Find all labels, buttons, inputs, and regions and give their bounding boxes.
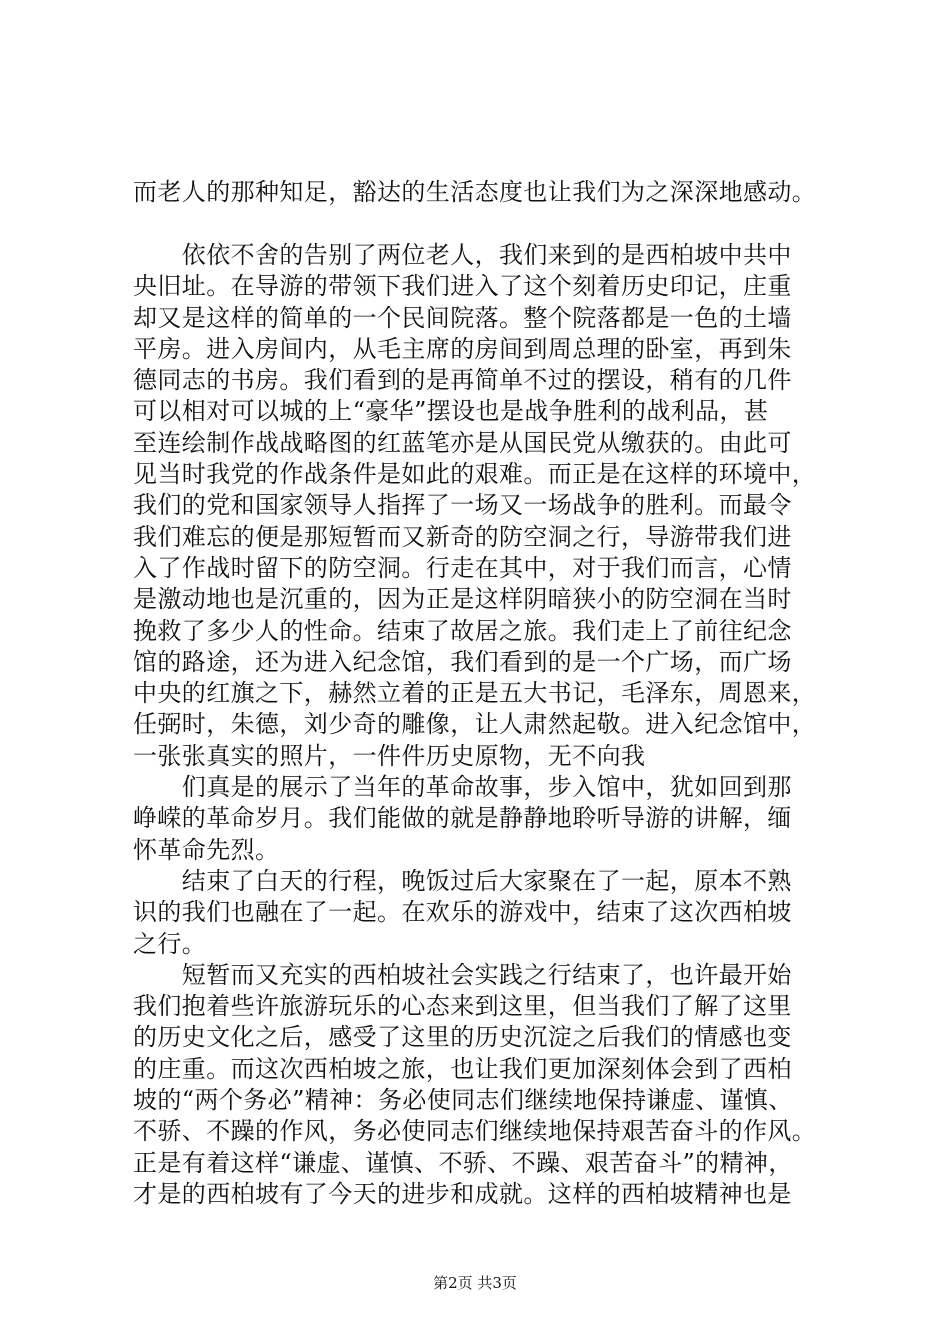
- text-line: 馆的路途，还为进入纪念馆，我们看到的是一个广场，而广场: [133, 647, 792, 676]
- text-line: 却又是这样的简单的一个民间院落。整个院落都是一色的土墙: [133, 303, 792, 332]
- text-line: 们真是的展示了当年的革命故事，步入馆中，犹如回到那: [133, 773, 792, 802]
- text-line: 的庄重。而这次西柏坡之旅，也让我们更加深刻体会到了西柏: [133, 1054, 792, 1083]
- text-line: 之行。: [133, 929, 207, 958]
- paragraph-main: [133, 240, 833, 1210]
- text-line: 怀革命先烈。: [133, 835, 280, 864]
- text-line: 我们难忘的便是那短暂而又新奇的防空洞之行，导游带我们进: [133, 522, 792, 551]
- text-line: 才是的西柏坡有了今天的进步和成就。这样的西柏坡精神也是: [133, 1179, 792, 1208]
- text-line: 结束了白天的行程，晚饭过后大家聚在了一起，原本不熟: [133, 866, 792, 895]
- text-line: 一张张真实的照片，一件件历史原物，无不向我: [133, 741, 646, 770]
- text-line: 依依不舍的告别了两位老人，我们来到的是西柏坡中共中: [133, 241, 792, 269]
- text-line: 短暂而又充实的西柏坡社会实践之行结束了，也许最开始: [133, 960, 792, 989]
- text-line: 可以相对可以城的上“豪华”摆设也是战争胜利的战利品，甚: [133, 397, 769, 426]
- text-line: 不骄、不躁的作风，务必使同志们继续地保持艰苦奋斗的作风。: [133, 1117, 817, 1146]
- text-line: 平房。进入房间内，从毛主席的房间到周总理的卧室，再到朱: [133, 334, 792, 363]
- text-line: 德同志的书房。我们看到的是再简单不过的摆设，稍有的几件: [133, 366, 792, 395]
- text-line: 坡的“两个务必”精神：务必使同志们继续地保持谦虚、谨慎、: [133, 1086, 793, 1115]
- text-line: 挽救了多少人的性命。结束了故居之旅。我们走上了前往纪念: [133, 616, 792, 645]
- page-footer: [0, 1273, 950, 1293]
- page-number-label: 第2页 共3页: [433, 1274, 517, 1292]
- text-line: 我们抱着些许旅游玩乐的心态来到这里，但当我们了解了这里: [133, 992, 792, 1021]
- text-line: 峥嵘的革命岁月。我们能做的就是静静地聆听导游的讲解，缅: [133, 804, 792, 833]
- text-line: 我们的党和国家领导人指挥了一场又一场战争的胜利。而最令: [133, 491, 792, 520]
- text-line: 见当时我党的作战条件是如此的艰难。而正是在这样的环境中，: [133, 460, 817, 489]
- text-line: 中央的红旗之下，赫然立着的正是五大书记，毛泽东，周恩来，: [133, 679, 817, 708]
- text-line: 而老人的那种知足，豁达的生活态度也让我们为之深深地感动。: [133, 178, 817, 206]
- text-line: 的历史文化之后，感受了这里的历史沉淀之后我们的情感也变: [133, 1023, 792, 1052]
- text-line: 是激动地也是沉重的，因为正是这样阴暗狭小的防空洞在当时: [133, 585, 792, 614]
- text-line: 央旧址。在导游的带领下我们进入了这个刻着历史印记，庄重: [133, 272, 792, 301]
- text-line: 识的我们也融在了一起。在欢乐的游戏中，结束了这次西柏坡: [133, 898, 792, 927]
- text-line: 任弼时，朱德，刘少奇的雕像，让人肃然起敬。进入纪念馆中，: [133, 710, 817, 739]
- text-line: 入了作战时留下的防空洞。行走在其中，对于我们而言，心情: [133, 553, 792, 582]
- text-line: 正是有着这样“谦虚、谨慎、不骄、不躁、艰苦奋斗”的精神，: [133, 1148, 793, 1177]
- text-line: 至连绘制作战战略图的红蓝笔亦是从国民党从缴获的。由此可: [133, 428, 792, 457]
- paragraph-first: [133, 177, 833, 208]
